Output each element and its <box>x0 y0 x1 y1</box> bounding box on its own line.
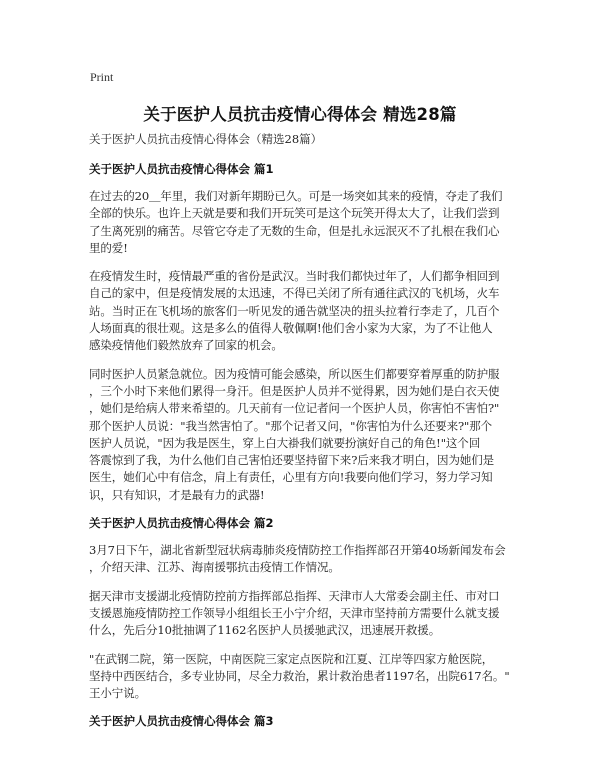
document-title: 关于医护人员抗击疫情心得体会 精选28篇 <box>143 105 457 124</box>
section-heading-2: 关于医护人员抗击疫情心得体会 篇2 <box>89 516 274 531</box>
paragraph-1-2: 在疫情发生时，疫情最严重的省份是武汉。当时我们都快过年了，人们都争相回到 自己的家中，但是疫情发展的太迅速，不得已关闭了所有通往武汉的飞机场，火车 站。当时正在飞机场的旅客们一听见发的通告就坚决的扭头拉着行李走了，几百个 人场面真的很壮观。这是多么的值得人敬佩啊!他们舍小家为大家，为了不让他人 感染疫情他们毅然放弃了回家的机会。 <box>89 269 500 353</box>
document-subtitle: 关于医护人员抗击疫情心得体会（精选28篇） <box>89 132 323 146</box>
paragraph-2-3: "在武钢二院，第一医院，中南医院三家定点医院和江夏、江岸等四家方舱医院， 坚持中西医结合，多专业协同，尽全力救治，累计救治患者1197名，出院617名。" 王小宁说。 <box>89 651 510 701</box>
section-heading-1: 关于医护人员抗击疫情心得体会 篇1 <box>89 162 274 176</box>
document-body <box>89 131 517 729</box>
section-heading-3: 关于医护人员抗击疫情心得体会 篇3 <box>89 714 274 729</box>
print-link[interactable]: Print <box>90 70 114 84</box>
paragraph-2-2: 据天津市支援湖北疫情防控前方指挥部总指挥、天津市人大常委会副主任、市对口 支援恩施疫情防控工作领导小组组长王小宁介绍，天津市坚持前方需要什么就支援 什么，先后分10批抽调了1162名医护人员援驰武汉，迅速展开救援。 <box>89 588 500 638</box>
paragraph-1-3: 同时医护人员紧急就位。因为疫情可能会感染，所以医生们都要穿着厚重的防护服 ，三个小时下来他们累得一身汗。但是医护人员并不觉得累，因为她们是白衣天使 ，她们是给病人带来希望的。几天前有一位记者问一个医护人员，你害怕不害怕?" 那个医护人员说："我当然害怕了。"那个记者又问，"你害怕为什么还要来?"那个 医护人员说，"因为我是医生，穿上白大褂我们就要扮演好自己的角色!"这个回 答震惊到了我，为什么他们自己害怕还要坚持留下来?后来我才明白，因为她们是 医生，她们心中有信念，肩上有责任，心里有方向!我要向他们学习，努力学习知 识，只有知识，才是最有力的武器! <box>89 366 500 502</box>
paragraph-2-1: 3月7日下午，湖北省新型冠状病毒肺炎疫情防控工作指挥部召开第40场新闻发布会 ，介绍天津、江苏、海南援鄂抗击疫情工作情况。 <box>89 543 506 575</box>
paragraph-1-1: 在过去的20＿年里，我们对新年期盼已久。可是一场突如其来的疫情，夺走了我们 全部的快乐。也许上天就是要和我们开玩笑可是这个玩笑开得太大了，让我们尝到 了生离死别的痛苦。尽管它夺走了无数的生命，但是扎永远泯灭不了扎根在我们心 里的爱! <box>89 189 503 255</box>
